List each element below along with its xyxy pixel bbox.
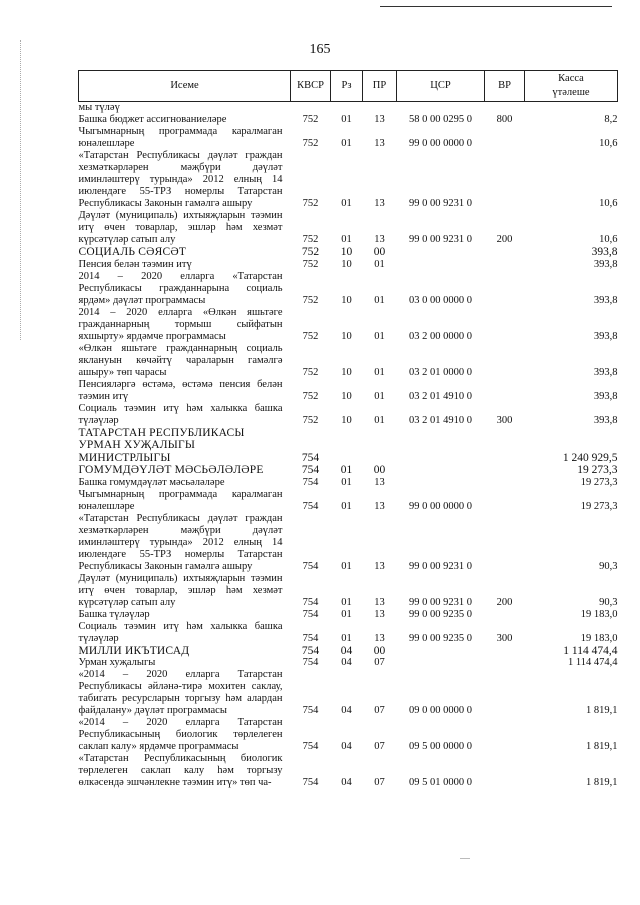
cell-kvsr: 752 <box>302 114 319 125</box>
cell-vr <box>485 150 525 210</box>
cell-kvsr: 752 <box>302 330 319 342</box>
table-row <box>79 271 618 307</box>
cell-csr: 03 2 01 4910 0 <box>409 390 472 402</box>
cell-rz: 01 <box>341 114 352 125</box>
cell-rz: 04 <box>340 644 353 657</box>
cell-csr: 99 0 00 0000 0 <box>409 500 472 512</box>
cell-rz: 01 <box>340 464 353 476</box>
cell-name: Башка бюджет ассигнованиеләре <box>78 114 227 125</box>
cell-sum: 19 183,0 <box>580 632 618 644</box>
cell-name: ТАТАРСТАН РЕСПУБЛИКАСЫ УРМАН ХУҖАЛЫГЫ МИНИСТРЛЫГЫ <box>78 426 245 464</box>
cell-rz: 01 <box>341 608 352 620</box>
table-row <box>79 477 618 489</box>
header-csr: ЦСР <box>397 71 485 102</box>
cell-vr <box>485 717 525 753</box>
cell-csr: 99 0 00 9235 0 <box>409 608 472 620</box>
table-row <box>79 609 618 621</box>
cell-name: ГОМУМДӘҮЛӘТ МӘСЬӘЛӘЛӘРЕ <box>78 464 264 476</box>
cell-vr <box>485 126 525 150</box>
cell-csr <box>397 246 485 259</box>
table-row <box>79 307 618 343</box>
cell-name: Чыгымнарның программада каралмаган юнәлешләре <box>78 488 283 512</box>
cell-vr <box>485 259 525 271</box>
cell-vr: 300 <box>496 414 513 426</box>
cell-rz: 04 <box>341 657 352 668</box>
table-row <box>79 102 618 115</box>
cell-rz: 10 <box>340 246 353 258</box>
cell-name: «2014 – 2020 елларга Татарстан Республикасының биологик төрлелеген саклап калу» ярдәмче программасы <box>78 717 283 752</box>
table-row <box>79 210 618 246</box>
cell-vr <box>485 489 525 513</box>
cell-kvsr: 752 <box>302 390 319 402</box>
cell-name: 2014 – 2020 елларга «Татарстан Республикасы гражданнарына социаль ярдәм» дәүләт программасы <box>78 270 283 306</box>
cell-pr: 07 <box>374 741 385 752</box>
cell-rz: 04 <box>341 777 352 788</box>
cell-sum: 1 240 929,5 <box>562 451 618 464</box>
cell-rz: 01 <box>341 234 352 245</box>
cell-name: «Татарстан Республикасы дәүләт граждан хезмәткәрләрен мәҗбүри дәүләт иминләштерү турында» 2012 елның 14 июлендәге 55-ТРЗ номерлы Татарстан Республикасы Законын гамәлгә ашыру <box>78 150 283 209</box>
cell-vr <box>485 669 525 717</box>
cell-csr: 99 0 00 9235 0 <box>409 632 472 644</box>
cell-name: Башка гомумдәүләт мәсьәләләре <box>78 476 225 488</box>
table-row <box>79 150 618 210</box>
cell-pr: 13 <box>374 198 385 209</box>
cell-pr <box>363 102 397 115</box>
cell-rz: 10 <box>341 330 352 342</box>
cell-kvsr: 754 <box>302 500 319 512</box>
cell-rz: 01 <box>341 596 352 608</box>
cell-vr <box>485 271 525 307</box>
cell-rz: 10 <box>341 294 352 306</box>
cell-kvsr: 752 <box>301 246 320 258</box>
cell-sum: 393,8 <box>593 414 618 426</box>
cell-pr: 00 <box>373 246 386 258</box>
cell-kvsr: 754 <box>302 657 319 668</box>
cell-kvsr: 754 <box>302 777 319 788</box>
table-row <box>79 343 618 379</box>
table-row <box>79 114 618 126</box>
cell-vr <box>485 379 525 403</box>
cell-csr: 58 0 00 0295 0 <box>409 114 472 125</box>
cell-rz: 10 <box>341 414 352 426</box>
cell-vr <box>485 753 525 789</box>
table-row <box>79 126 618 150</box>
cell-kvsr: 754 <box>302 705 319 716</box>
cell-kvsr: 754 <box>301 464 320 476</box>
cell-csr <box>397 645 485 658</box>
cell-name: «Татарстан Республикасының биологик төрлелеген саклап калу һәм торгызу өлкәсендә эшчәнлекне тәэмин итү» төп ча- <box>78 753 283 788</box>
cell-csr <box>397 657 485 669</box>
cell-sum: 393,8 <box>593 294 618 306</box>
cell-pr: 07 <box>374 705 385 716</box>
cell-name: Урман хуҗалыгы <box>78 657 156 668</box>
header-pr: ПР <box>363 71 397 102</box>
page-number: 165 <box>309 42 331 57</box>
cell-csr: 03 2 01 0000 0 <box>409 366 472 378</box>
cell-vr: 200 <box>496 596 513 608</box>
cell-sum: 393,8 <box>593 258 618 270</box>
cell-rz: 01 <box>341 198 352 209</box>
cell-name: 2014 – 2020 елларга «Өлкән яшьтәге гражданнарның тормыш сыйфатын яхшырту» ярдәмче программасы <box>78 306 283 342</box>
cell-kvsr: 754 <box>301 644 320 657</box>
cell-pr: 13 <box>374 632 385 644</box>
cell-csr: 99 0 00 0000 0 <box>409 138 472 149</box>
table-row <box>79 621 618 645</box>
header-sum-line1: Касса <box>558 73 584 84</box>
cell-pr: 13 <box>374 234 385 245</box>
cell-kvsr: 752 <box>302 198 319 209</box>
cell-sum: 19 273,3 <box>580 500 618 512</box>
cell-name: Социаль тәэмин итү һәм халыкка башка түләүләр <box>78 402 283 426</box>
cell-sum: 19 273,3 <box>577 464 618 476</box>
cell-sum: 10,6 <box>599 198 618 209</box>
cell-pr: 13 <box>374 476 385 488</box>
table-row <box>79 753 618 789</box>
cell-rz: 01 <box>341 632 352 644</box>
cell-vr <box>485 102 525 115</box>
table-section-row <box>79 464 618 477</box>
cell-csr: 99 0 00 9231 0 <box>409 234 472 245</box>
cell-vr <box>485 657 525 669</box>
top-rule <box>380 6 612 7</box>
cell-name: мы түләү <box>78 102 120 113</box>
cell-name: Башка түләүләр <box>78 608 150 620</box>
header-vr: ВР <box>485 71 525 102</box>
cell-rz: 10 <box>341 366 352 378</box>
cell-rz: 04 <box>341 705 352 716</box>
cell-name: «Татарстан Республикасы дәүләт граждан хезмәткәрләрен мәҗбүри дәүләт иминләштерү турында» 2012 елның 14 июлендәге 55-ТРЗ номерлы Татарстан Республикасы Законын гамәлгә ашыру <box>78 512 283 572</box>
cell-rz: 04 <box>341 741 352 752</box>
cell-pr: 13 <box>374 608 385 620</box>
cell-kvsr <box>291 102 331 115</box>
cell-pr: 01 <box>374 294 385 306</box>
cell-vr <box>485 645 525 658</box>
cell-kvsr: 754 <box>301 451 320 464</box>
cell-name: Пенсияләргә өстәмә, өстәмә пенсия белән тәэмин итү <box>78 378 283 402</box>
cell-csr: 99 0 00 9231 0 <box>409 596 472 608</box>
cell-vr <box>485 246 525 259</box>
cell-pr: 01 <box>374 414 385 426</box>
cell-vr <box>485 307 525 343</box>
cell-rz: 10 <box>341 390 352 402</box>
cell-sum: 10,6 <box>599 138 618 149</box>
table-row <box>79 657 618 669</box>
cell-name: «2014 – 2020 елларга Татарстан Республикасы әйләнә-тирә мохитен саклау, табигать ресурсларын торгызу һәм алардан файдалану» дәүләт программасы <box>78 669 283 716</box>
cell-kvsr: 752 <box>302 414 319 426</box>
cell-pr: 01 <box>374 330 385 342</box>
table-row <box>79 379 618 403</box>
table-section-row <box>79 427 618 465</box>
cell-vr: 800 <box>496 114 513 125</box>
cell-rz: 10 <box>341 258 352 270</box>
cell-pr: 01 <box>374 366 385 378</box>
cell-kvsr: 754 <box>302 596 319 608</box>
cell-sum: 1 819,1 <box>586 777 618 788</box>
cell-sum: 1 114 474,4 <box>568 657 618 668</box>
cell-kvsr: 754 <box>302 560 319 572</box>
cell-vr <box>485 464 525 477</box>
table-row <box>79 259 618 271</box>
cell-sum: 19 273,3 <box>580 476 618 488</box>
cell-sum: 393,8 <box>591 246 618 258</box>
cell-name: «Өлкән яшьтәге гражданнарның социаль яклануын көчәйтү чараларын гамәлгә ашыру» төп чарасы <box>78 342 283 378</box>
table-row <box>79 717 618 753</box>
bottom-mark <box>460 858 470 859</box>
cell-csr <box>397 477 485 489</box>
cell-kvsr: 752 <box>302 234 319 245</box>
cell-sum: 90,3 <box>599 560 618 572</box>
budget-table <box>78 70 618 789</box>
cell-pr: 07 <box>374 777 385 788</box>
cell-sum: 393,8 <box>593 390 618 402</box>
cell-kvsr: 752 <box>302 366 319 378</box>
cell-rz: 01 <box>341 500 352 512</box>
table-row <box>79 573 618 609</box>
cell-csr: 99 0 00 9231 0 <box>409 560 472 572</box>
table-row <box>79 669 618 717</box>
header-kvsr: КВСР <box>291 71 331 102</box>
cell-pr: 13 <box>374 596 385 608</box>
cell-csr: 09 5 01 0000 0 <box>409 777 472 788</box>
cell-rz: 01 <box>341 138 352 149</box>
cell-sum: 393,8 <box>593 330 618 342</box>
cell-pr: 00 <box>373 464 386 476</box>
budget-table-container <box>78 70 617 789</box>
cell-csr: 03 2 01 4910 0 <box>409 414 472 426</box>
cell-vr: 200 <box>496 234 513 245</box>
header-rz: Рз <box>331 71 363 102</box>
cell-csr <box>397 259 485 271</box>
cell-csr <box>397 427 485 465</box>
cell-pr: 13 <box>374 138 385 149</box>
cell-pr <box>363 427 397 465</box>
cell-pr: 13 <box>374 114 385 125</box>
table-section-row <box>79 246 618 259</box>
cell-rz <box>331 102 363 115</box>
cell-pr: 01 <box>374 258 385 270</box>
cell-name: Социаль тәэмин итү һәм халыкка башка түләүләр <box>78 620 283 644</box>
cell-csr: 03 2 00 0000 0 <box>409 330 472 342</box>
cell-vr <box>485 513 525 573</box>
cell-kvsr: 754 <box>302 476 319 488</box>
cell-vr <box>485 427 525 465</box>
cell-sum: 8,2 <box>604 114 618 125</box>
cell-csr: 03 0 00 0000 0 <box>409 294 472 306</box>
cell-pr: 13 <box>374 500 385 512</box>
cell-name: Дәүләт (муниципаль) ихтыяҗларын тәэмин итү өчен товарлар, эшләр һәм хезмәт күрсәтүләр сатып алу <box>78 572 283 608</box>
cell-kvsr: 752 <box>302 294 319 306</box>
cell-kvsr: 754 <box>302 632 319 644</box>
cell-vr: 300 <box>496 632 513 644</box>
cell-pr: 00 <box>373 644 386 657</box>
header-sum-line2: үтәлеше <box>552 87 590 98</box>
table-row <box>79 489 618 513</box>
cell-sum <box>525 102 618 115</box>
table-body <box>79 102 618 790</box>
cell-sum: 1 114 474,4 <box>563 644 618 657</box>
cell-vr <box>485 609 525 621</box>
cell-csr <box>397 102 485 115</box>
header-sum <box>525 71 618 102</box>
cell-csr: 09 5 00 0000 0 <box>409 741 472 752</box>
table-section-row <box>79 645 618 658</box>
cell-csr: 99 0 00 9231 0 <box>409 198 472 209</box>
table-header-row <box>79 71 618 102</box>
cell-rz <box>331 427 363 465</box>
table-row <box>79 513 618 573</box>
cell-sum: 90,3 <box>599 596 618 608</box>
cell-csr: 09 0 00 0000 0 <box>409 705 472 716</box>
cell-name: СОЦИАЛЬ СӘЯСӘТ <box>78 246 187 258</box>
cell-vr <box>485 343 525 379</box>
cell-rz: 01 <box>341 476 352 488</box>
cell-pr: 07 <box>374 657 385 668</box>
cell-kvsr: 754 <box>302 741 319 752</box>
cell-vr <box>485 477 525 489</box>
cell-sum: 19 183,0 <box>580 608 618 620</box>
cell-csr <box>397 464 485 477</box>
cell-sum: 393,8 <box>593 366 618 378</box>
cell-kvsr: 752 <box>302 138 319 149</box>
cell-sum: 10,6 <box>599 234 618 245</box>
cell-rz: 01 <box>341 560 352 572</box>
margin-dotted-line <box>20 40 21 340</box>
cell-kvsr: 754 <box>302 608 319 620</box>
cell-name: МИЛЛИ ИКЪТИСАД <box>78 644 190 657</box>
cell-sum: 1 819,1 <box>586 741 618 752</box>
table-row <box>79 403 618 427</box>
cell-name: Пенсия белән тәэмин итү <box>78 258 192 270</box>
cell-pr: 01 <box>374 390 385 402</box>
cell-pr: 13 <box>374 560 385 572</box>
cell-sum: 1 819,1 <box>586 705 618 716</box>
cell-name: Чыгымнарның программада каралмаган юнәлешләре <box>78 126 283 149</box>
header-name: Исеме <box>79 71 291 102</box>
cell-name: Дәүләт (муниципаль) ихтыяҗларын тәэмин итү өчен товарлар, эшләр һәм хезмәт күрсәтүләр сатып алу <box>78 210 283 245</box>
cell-kvsr: 752 <box>302 258 319 270</box>
